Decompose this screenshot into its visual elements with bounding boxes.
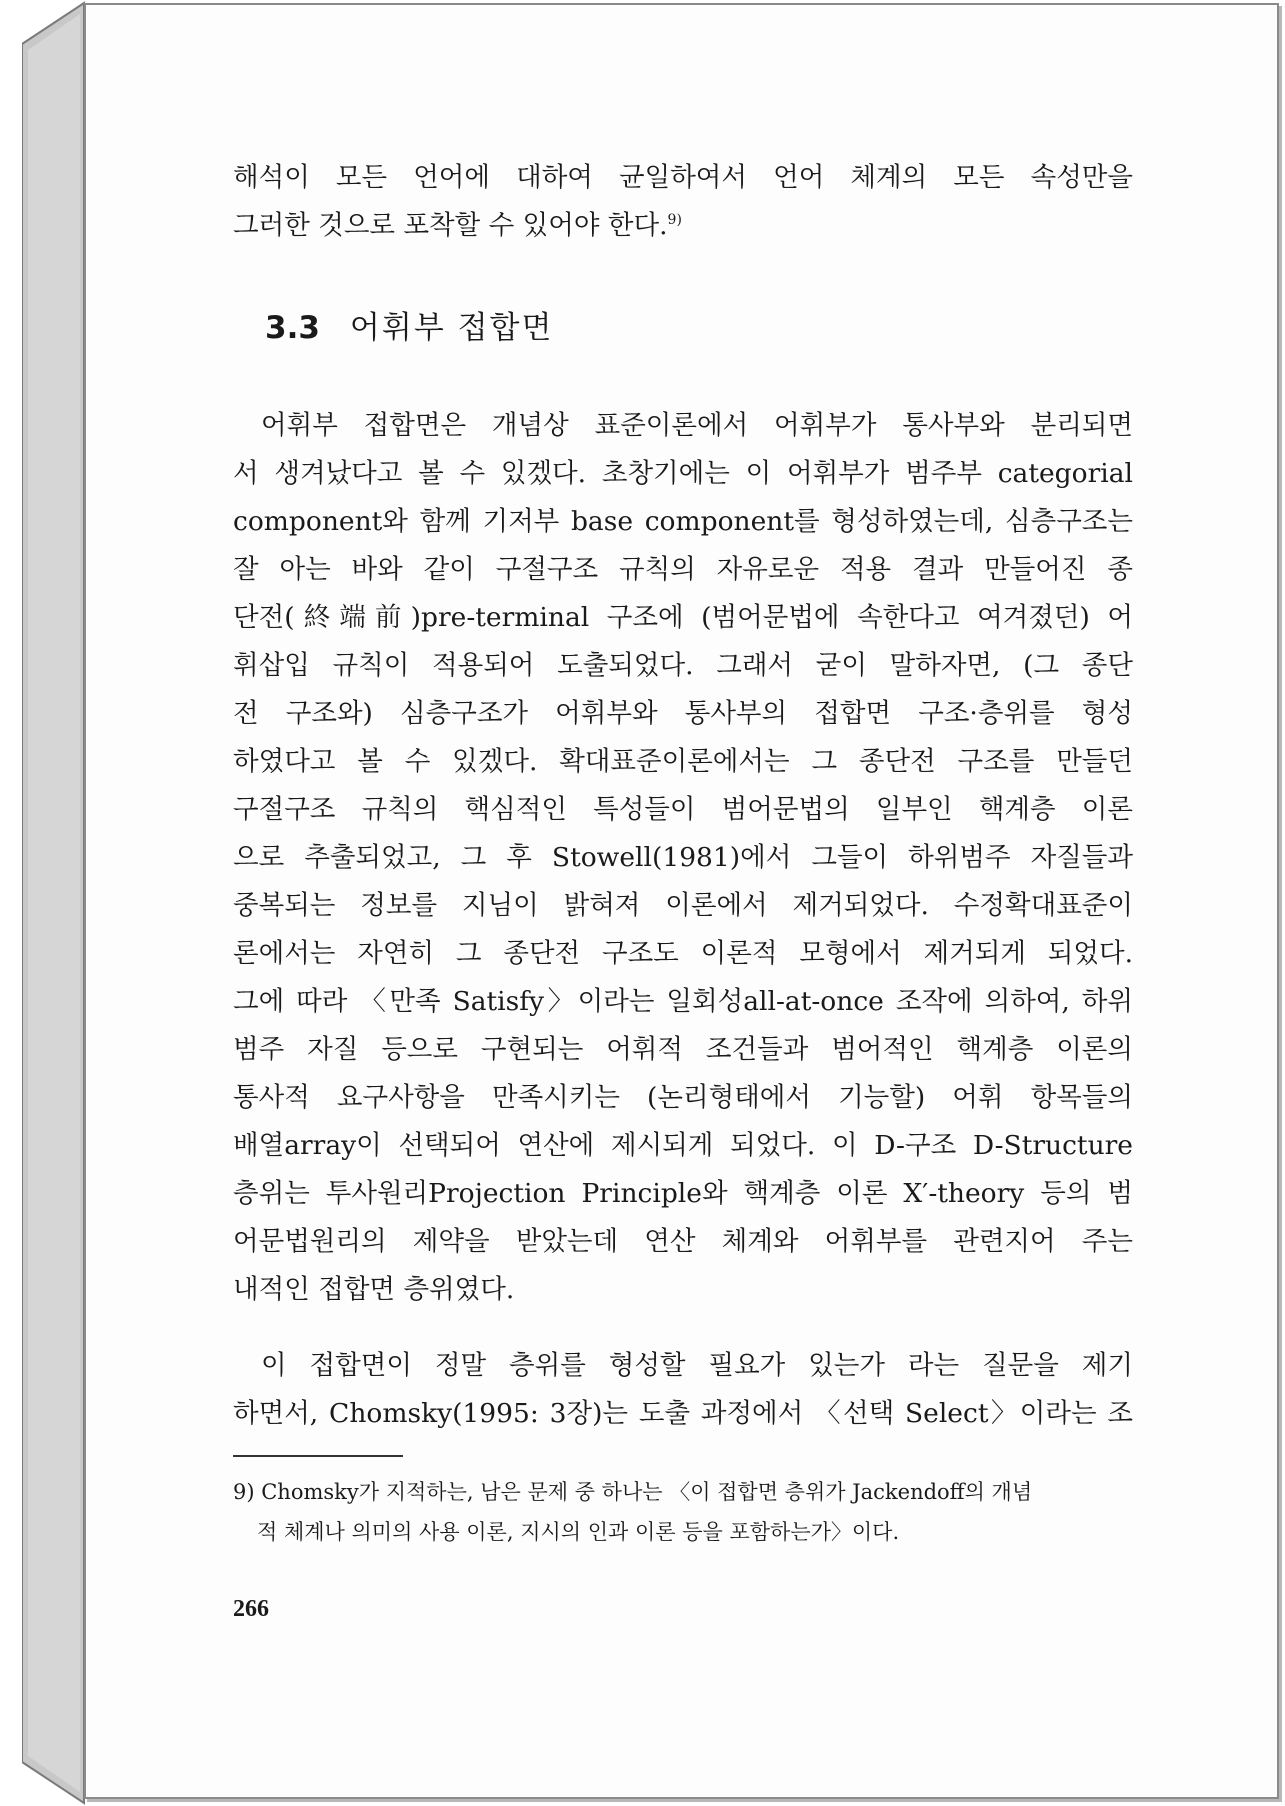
paragraph-1-line: 구절구조 규칙의 핵심적인 특성들이 범어문법의 일부인 핵계층 이론 — [233, 794, 1133, 825]
paragraph-1-line: 통사적 요구사항을 만족시키는 (논리형태에서 기능할) 어휘 항목들의 — [233, 1082, 1133, 1113]
paragraph-1-line: 범주 자질 등으로 구현되는 어휘적 조건들과 범어적인 핵계층 이론의 — [233, 1034, 1133, 1065]
footnote-divider — [233, 1455, 403, 1457]
paragraph-1-line: 서 생겨났다고 볼 수 있겠다. 초창기에는 이 어휘부가 범주부 categorial — [233, 458, 1133, 489]
paragraph-1-line: 전 구조와) 심층구조가 어휘부와 통사부의 접합면 구조·층위를 형성 — [233, 698, 1133, 729]
section-title: 어휘부 접합면 — [349, 310, 554, 346]
paragraph-1-line: 어휘부 접합면은 개념상 표준이론에서 어휘부가 통사부와 분리되면 — [261, 410, 1133, 441]
footnote-line: 적 체계나 의미의 사용 이론, 지시의 인과 이론 등을 포함하는가〉이다. — [257, 1520, 900, 1544]
paragraph-1-line: 단전(終端前)pre-terminal 구조에 (범어문법에 속한다고 여겨졌던) 어 — [233, 602, 1133, 633]
paragraph-1-line: 휘삽입 규칙이 적용되어 도출되었다. 그래서 굳이 말하자면, (그 종단 — [233, 650, 1133, 681]
footnote-line: 9) Chomsky가 지적하는, 남은 문제 중 하나는 〈이 접합면 층위가 Jackendoff의 개념 — [233, 1480, 1033, 1504]
book-spine — [22, 0, 86, 1806]
section-heading — [265, 302, 553, 347]
paragraph-1-line: 중복되는 정보를 지님이 밝혀져 이론에서 제거되었다. 수정확대표준이 — [233, 890, 1133, 921]
footnote-mark: 9) — [667, 212, 682, 229]
paragraph-1-line: 배열array이 선택되어 연산에 제시되게 되었다. 이 D-구조 D-Structure — [233, 1130, 1133, 1161]
paragraph-2-line: 이 접합면이 정말 층위를 형성할 필요가 있는가 라는 질문을 제기 — [261, 1350, 1133, 1381]
paragraph-1-line: 하였다고 볼 수 있겠다. 확대표준이론에서는 그 종단전 구조를 만들던 — [233, 746, 1133, 777]
paragraph-1-line: component와 함께 기저부 base component를 형성하였는데, 심층구조는 — [233, 506, 1133, 537]
paragraph-1-line: 으로 추출되었고, 그 후 Stowell(1981)에서 그들이 하위범주 자질들과 — [233, 842, 1133, 873]
intro-line-2-text: 그러한 것으로 포착할 수 있어야 한다. — [233, 210, 668, 241]
paragraph-1-line: 론에서는 자연히 그 종단전 구조도 이론적 모형에서 제거되게 되었다. — [233, 938, 1133, 969]
paragraph-1-line: 층위는 투사원리Projection Principle와 핵계층 이론 X′-theory 등의 범 — [233, 1178, 1133, 1209]
paragraph-1-line: 그에 따라 〈만족 Satisfy〉이라는 일회성all-at-once 조작에 의하여, 하위 — [233, 986, 1133, 1017]
intro-line-1: 해석이 모든 언어에 대하여 균일하여서 언어 체계의 모든 속성만을 — [233, 162, 1133, 193]
intro-line-2 — [233, 203, 1133, 243]
paragraph-1-line: 내적인 접합면 층위였다. — [233, 1274, 515, 1305]
section-number: 3.3 — [265, 310, 320, 346]
page-number: 266 — [233, 1596, 269, 1622]
paragraph-1-line: 어문법원리의 제약을 받았는데 연산 체계와 어휘부를 관련지어 주는 — [233, 1226, 1133, 1257]
paragraph-2-line: 하면서, Chomsky(1995: 3장)는 도출 과정에서 〈선택 Select〉이라는 조 — [233, 1398, 1133, 1429]
paragraph-1-line: 잘 아는 바와 같이 구절구조 규칙의 자유로운 적용 결과 만들어진 종 — [233, 554, 1133, 585]
